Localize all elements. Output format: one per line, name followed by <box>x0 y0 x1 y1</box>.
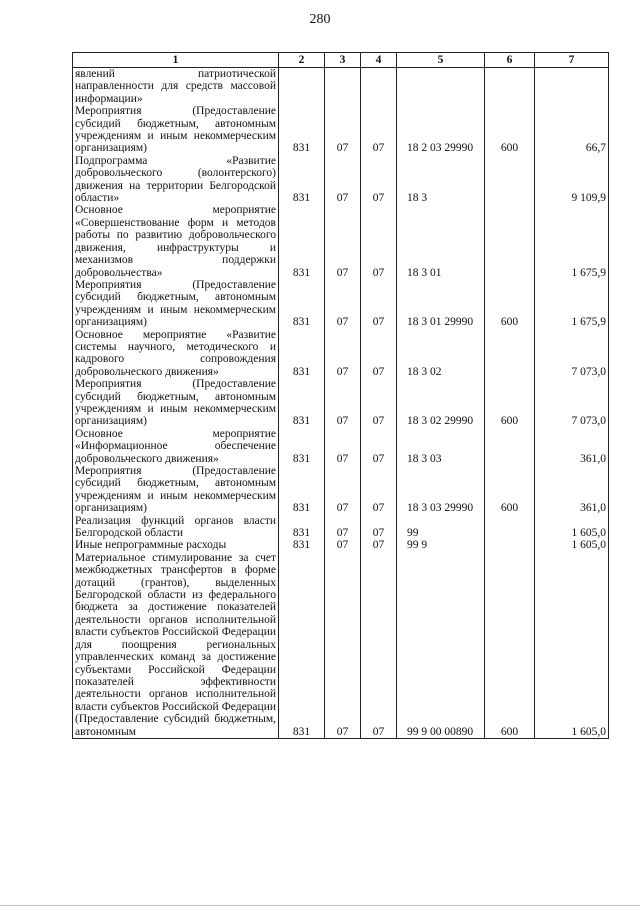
row-admin-code: 831 <box>279 204 325 278</box>
row-section: 07 <box>325 105 361 155</box>
row-admin-code <box>279 68 325 106</box>
row-expense-type <box>485 428 535 465</box>
budget-table <box>72 52 609 739</box>
row-subsection: 07 <box>361 378 397 428</box>
row-amount: 361,0 <box>535 428 609 465</box>
row-subsection: 07 <box>361 279 397 329</box>
table-row <box>73 539 609 551</box>
table-row <box>73 515 609 540</box>
row-expense-type <box>485 539 535 551</box>
row-admin-code: 831 <box>279 428 325 465</box>
row-description: Мероприятия (Предоставление субсидий бюджетным, автономным учреждениям и иным некоммерческим организациям) <box>73 279 279 329</box>
row-amount: 66,7 <box>535 105 609 155</box>
row-target-article: 18 3 03 29990 <box>397 465 485 515</box>
row-subsection: 07 <box>361 155 397 205</box>
row-target-article: 18 3 01 <box>397 204 485 278</box>
row-target-article: 99 9 00 00890 <box>397 552 485 739</box>
row-section: 07 <box>325 515 361 540</box>
row-section: 07 <box>325 329 361 379</box>
row-amount <box>535 68 609 106</box>
row-amount: 7 073,0 <box>535 329 609 379</box>
row-section: 07 <box>325 552 361 739</box>
row-amount: 9 109,9 <box>535 155 609 205</box>
row-description: Материальное стимулирование за счет межбюджетных трансфертов в форме дотаций (грантов), выделенных Белгородской области из федерального бюджета за достижение показателей деятельности органов исполнительной власти субъектов Российской Федерации для поощрения региональных управленческих команд за достижение субъектами Российской Федерации показателей эффективности деятельности органов исполнительной власти субъектов Российской Федерации (Предоставление субсидий бюджетным, автономным <box>73 552 279 739</box>
row-subsection: 07 <box>361 465 397 515</box>
row-admin-code: 831 <box>279 155 325 205</box>
row-subsection: 07 <box>361 539 397 551</box>
row-expense-type: 600 <box>485 105 535 155</box>
row-admin-code: 831 <box>279 105 325 155</box>
row-target-article: 18 3 01 29990 <box>397 279 485 329</box>
header-col-3: 3 <box>325 53 361 68</box>
row-target-article: 18 3 <box>397 155 485 205</box>
table-row <box>73 465 609 515</box>
table-row <box>73 105 609 155</box>
table-row <box>73 378 609 428</box>
row-expense-type: 600 <box>485 552 535 739</box>
row-subsection: 07 <box>361 552 397 739</box>
row-admin-code: 831 <box>279 552 325 739</box>
row-section: 07 <box>325 539 361 551</box>
row-admin-code: 831 <box>279 539 325 551</box>
row-amount: 1 605,0 <box>535 539 609 551</box>
row-target-article: 18 3 02 <box>397 329 485 379</box>
header-col-4: 4 <box>361 53 397 68</box>
row-description: Иные непрограммные расходы <box>73 539 279 551</box>
row-description: Основное мероприятие «Информационное обеспечение добровольческого движения» <box>73 428 279 465</box>
header-col-2: 2 <box>279 53 325 68</box>
row-expense-type: 600 <box>485 465 535 515</box>
row-target-article: 18 3 03 <box>397 428 485 465</box>
row-target-article <box>397 68 485 106</box>
row-subsection: 07 <box>361 329 397 379</box>
row-expense-type: 600 <box>485 378 535 428</box>
row-expense-type <box>485 515 535 540</box>
row-description: Мероприятия (Предоставление субсидий бюджетным, автономным учреждениям и иным некоммерческим организациям) <box>73 105 279 155</box>
table-row <box>73 68 609 106</box>
header-col-5: 5 <box>397 53 485 68</box>
row-expense-type <box>485 204 535 278</box>
table-row <box>73 329 609 379</box>
row-expense-type <box>485 329 535 379</box>
header-col-7: 7 <box>535 53 609 68</box>
row-admin-code: 831 <box>279 329 325 379</box>
table-row <box>73 155 609 205</box>
header-col-1: 1 <box>73 53 279 68</box>
table-row <box>73 279 609 329</box>
row-expense-type <box>485 155 535 205</box>
row-admin-code: 831 <box>279 465 325 515</box>
row-section: 07 <box>325 428 361 465</box>
row-target-article: 18 3 02 29990 <box>397 378 485 428</box>
row-description: Реализация функций органов власти Белгородской области <box>73 515 279 540</box>
row-expense-type <box>485 68 535 106</box>
row-description: Основное мероприятие «Развитие системы научного, методического и кадрового сопровождения добровольческого движения» <box>73 329 279 379</box>
row-admin-code: 831 <box>279 378 325 428</box>
row-amount: 1 675,9 <box>535 204 609 278</box>
row-admin-code: 831 <box>279 279 325 329</box>
row-amount: 7 073,0 <box>535 378 609 428</box>
row-subsection: 07 <box>361 105 397 155</box>
row-amount: 1 605,0 <box>535 515 609 540</box>
row-subsection: 07 <box>361 428 397 465</box>
row-subsection: 07 <box>361 204 397 278</box>
row-section: 07 <box>325 378 361 428</box>
row-amount: 1 675,9 <box>535 279 609 329</box>
row-description: Мероприятия (Предоставление субсидий бюджетным, автономным учреждениям и иным некоммерческим организациям) <box>73 465 279 515</box>
row-section: 07 <box>325 155 361 205</box>
header-row <box>73 53 609 68</box>
row-section: 07 <box>325 465 361 515</box>
scan-edge-line <box>0 905 640 906</box>
row-target-article: 99 9 <box>397 539 485 551</box>
row-section <box>325 68 361 106</box>
row-target-article: 99 <box>397 515 485 540</box>
row-description: явлений патриотической направленности для средств массовой информации» <box>73 68 279 106</box>
row-section: 07 <box>325 204 361 278</box>
row-amount: 361,0 <box>535 465 609 515</box>
row-expense-type: 600 <box>485 279 535 329</box>
row-admin-code: 831 <box>279 515 325 540</box>
page-number: 280 <box>309 12 331 27</box>
row-description: Основное мероприятие «Совершенствование форм и методов работы по развитию добровольческого движения, инфраструктуры и механизмов поддержки добровольчества» <box>73 204 279 278</box>
row-description: Мероприятия (Предоставление субсидий бюджетным, автономным учреждениям и иным некоммерческим организациям) <box>73 378 279 428</box>
table-row <box>73 428 609 465</box>
table-row <box>73 552 609 739</box>
table-row <box>73 204 609 278</box>
row-section: 07 <box>325 279 361 329</box>
row-subsection: 07 <box>361 515 397 540</box>
row-subsection <box>361 68 397 106</box>
row-target-article: 18 2 03 29990 <box>397 105 485 155</box>
header-col-6: 6 <box>485 53 535 68</box>
row-description: Подпрограмма «Развитие добровольческого (волонтерского) движения на территории Белгородской области» <box>73 155 279 205</box>
row-amount: 1 605,0 <box>535 552 609 739</box>
